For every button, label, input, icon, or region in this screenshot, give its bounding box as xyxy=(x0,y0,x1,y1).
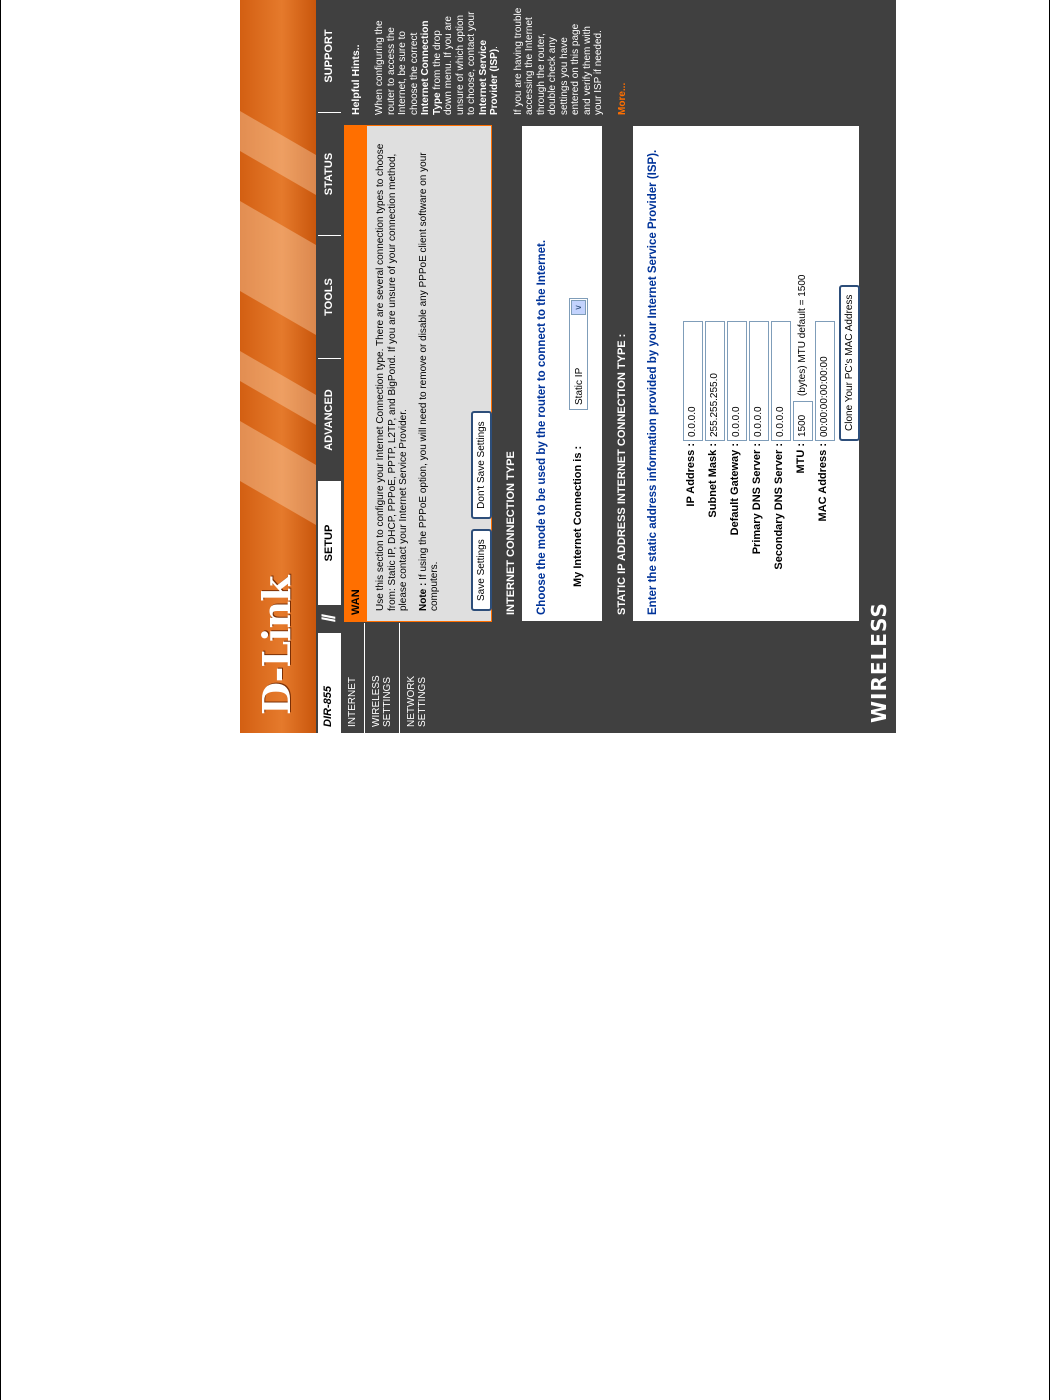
banner-streak xyxy=(240,111,316,195)
help-text: from the drop down menu. If you are unsure of which option to choose, contact your xyxy=(431,11,477,115)
tab-setup[interactable]: SETUP xyxy=(318,482,341,605)
save-settings-button[interactable]: Save Settings xyxy=(471,529,492,611)
slash-divider-icon: // xyxy=(319,616,339,623)
tab-support[interactable]: SUPPORT xyxy=(318,0,341,113)
model-name: DIR-855 xyxy=(322,686,334,727)
chevron-down-icon[interactable]: ∨ xyxy=(571,300,586,315)
mac-address-label: MAC Address : xyxy=(817,443,829,522)
model-label xyxy=(318,633,341,733)
wan-section xyxy=(344,125,492,622)
mtu-row xyxy=(791,443,813,621)
help-paragraph-1 xyxy=(374,6,501,115)
secondary-dns-field[interactable]: 0.0.0.0 xyxy=(771,321,791,441)
footer-wireless-logo: WIRELESS xyxy=(867,602,891,723)
internet-connection-type-section xyxy=(499,125,603,622)
connection-type-select[interactable] xyxy=(569,298,588,410)
help-text: . xyxy=(489,46,500,49)
wan-note-label: Note : xyxy=(417,582,429,611)
help-title: Helpful Hints.. xyxy=(350,44,362,115)
help-paragraph-2: If you are having trouble accessing the Internet through the router, double check any settings you have entered on this page and verify them with your ISP if needed. xyxy=(512,7,604,115)
banner-streak xyxy=(240,351,316,425)
static-ip-header: STATIC IP ADDRESS INTERNET CONNECTION TYPE : xyxy=(611,126,633,621)
ip-address-field[interactable]: 0.0.0.0 xyxy=(683,321,703,441)
default-gateway-row xyxy=(725,443,747,621)
wan-note-text: If using the PPPoE option, you will need to remove or disable any PPPoE client software on your computers. xyxy=(417,152,440,611)
static-ip-lead: Enter the static address information provided by your Internet Service Provider (ISP). xyxy=(647,149,659,615)
help-more-link[interactable]: More... xyxy=(616,82,628,115)
default-gateway-label: Default Gateway : xyxy=(729,443,741,536)
footer xyxy=(860,0,896,733)
banner-streak xyxy=(240,201,316,335)
mtu-field[interactable]: 1500 xyxy=(793,401,813,441)
main-content xyxy=(344,125,860,622)
mac-address-field[interactable]: 00:00:00:00:00:00 xyxy=(815,321,835,441)
clone-mac-button[interactable]: Clone Your PC's MAC Address xyxy=(839,285,860,441)
ip-address-row xyxy=(681,443,703,621)
secondary-dns-row xyxy=(769,443,791,621)
tab-advanced[interactable]: ADVANCED xyxy=(318,359,341,482)
connection-select-label: My Internet Connection is : xyxy=(572,445,584,587)
dont-save-settings-button[interactable]: Don't Save Settings xyxy=(471,411,492,519)
subnet-mask-row xyxy=(703,443,725,621)
sidebar-item-network-settings[interactable]: NETWORK SETTINGS xyxy=(406,675,428,727)
banner-streak xyxy=(240,421,316,525)
ip-address-label: IP Address : xyxy=(685,443,697,507)
sidebar xyxy=(341,623,860,733)
header-banner xyxy=(240,0,316,733)
page-border-left xyxy=(0,0,1,1400)
help-emphasis: Internet Connection Type xyxy=(420,20,443,115)
wan-description: Use this section to configure your Internet Connection type. There are several connection types to choose from: Static IP, DHCP, PPPoE, PPTP, L2TP, and BigPond. If you are unsure of your connection method, please contact your Internet Service Provider. xyxy=(375,143,409,611)
help-emphasis: Internet Service Provider (ISP) xyxy=(477,39,500,115)
page-border-right xyxy=(1049,0,1050,1400)
router-admin-page xyxy=(240,0,896,733)
tab-tools[interactable]: TOOLS xyxy=(318,236,341,359)
top-navigation xyxy=(316,0,341,733)
primary-dns-row xyxy=(747,443,769,621)
static-ip-section xyxy=(610,125,860,622)
subnet-mask-label: Subnet Mask : xyxy=(707,443,719,518)
dlink-logo: D-Link xyxy=(254,576,299,715)
default-gateway-field[interactable]: 0.0.0.0 xyxy=(727,321,747,441)
subnet-mask-field[interactable]: 255.255.255.0 xyxy=(705,321,725,441)
internet-connection-type-lead: Choose the mode to be used by the router to connect to the Internet. xyxy=(536,239,548,615)
mac-address-row xyxy=(813,443,835,621)
wan-note xyxy=(418,136,441,611)
router-screenshot xyxy=(240,0,896,733)
wan-title: WAN xyxy=(345,126,367,621)
connection-type-value: Static IP xyxy=(574,367,585,405)
mtu-label: MTU : xyxy=(795,443,807,474)
sidebar-item-wireless-settings[interactable]: WIRELESS SETTINGS xyxy=(365,623,400,733)
wan-buttons xyxy=(471,405,492,611)
sidebar-item-internet[interactable]: INTERNET xyxy=(341,623,365,733)
help-panel xyxy=(344,0,860,121)
tab-status[interactable]: STATUS xyxy=(318,113,341,236)
secondary-dns-label: Secondary DNS Server : xyxy=(773,443,785,570)
internet-connection-type-header: INTERNET CONNECTION TYPE xyxy=(500,126,522,621)
primary-dns-label: Primary DNS Server : xyxy=(751,443,763,555)
mtu-note: (bytes) MTU default = 1500 xyxy=(797,274,808,396)
primary-dns-field[interactable]: 0.0.0.0 xyxy=(749,321,769,441)
help-text: When configuring the router to access the Internet, be sure to choose the correct xyxy=(374,20,420,115)
